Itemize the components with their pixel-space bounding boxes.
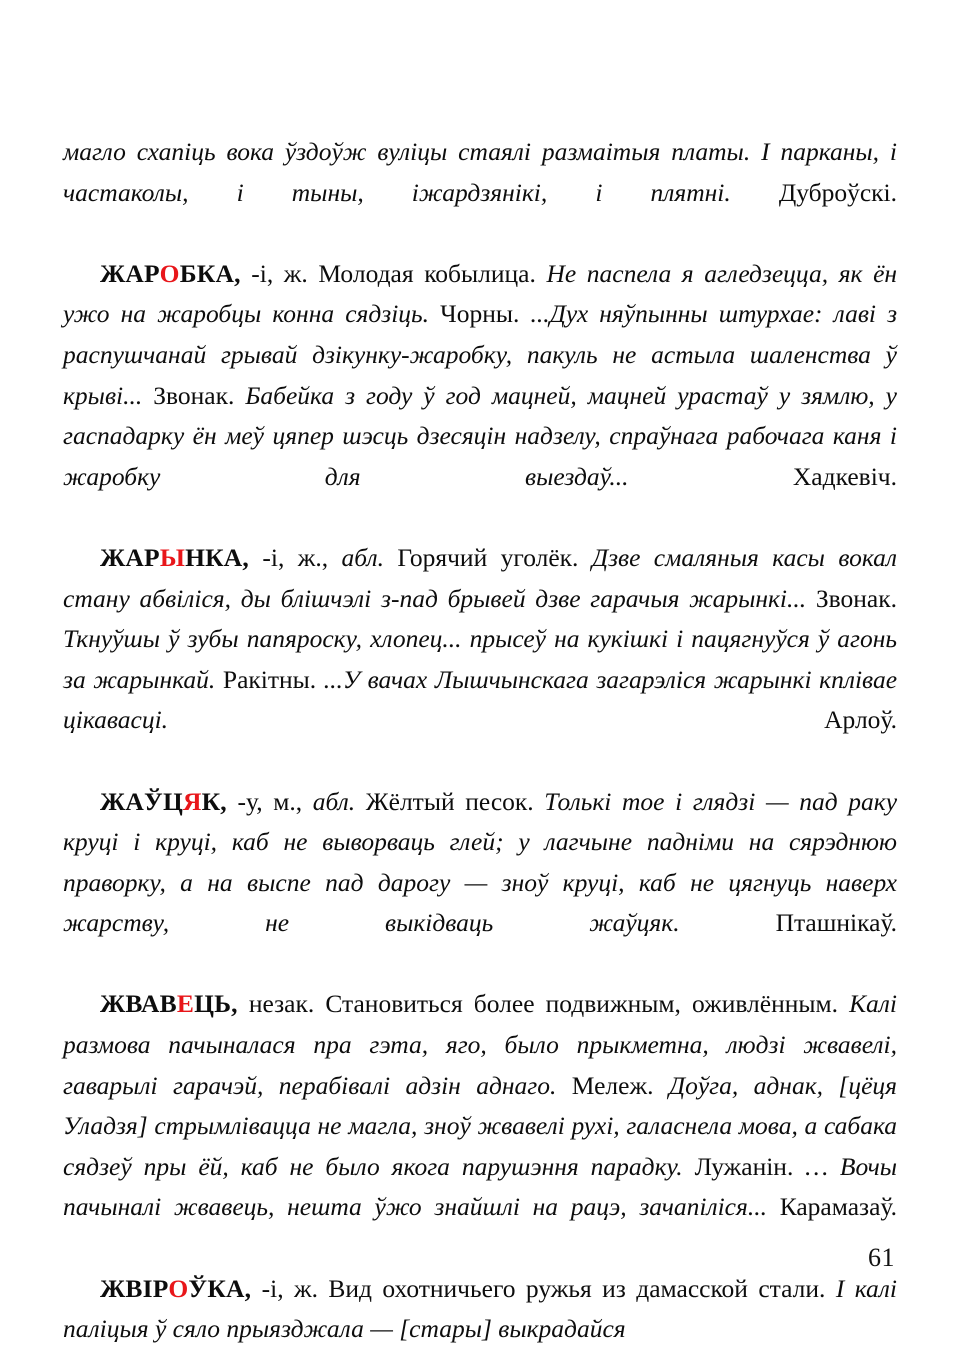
citation-text-line-2: парканы, і частаколы, і тыны, іжардзянікі, і плятні. <box>63 137 897 207</box>
citation-2-text: ...Дух няўпынны штурхае: лаві з распушчанай грывай дзікунку-жаробку, пакуль не астыла шаленства ў крыві... <box>63 299 898 410</box>
citation-1-source: Звонак. <box>815 583 897 613</box>
headword-part-post: ЦЬ, <box>194 989 238 1019</box>
citation-1-text: Калі размова пачыналася пра гэта, яго, было прыкметна, людзі жвавелі, гаварылі гарачэй, перабівалі адзін аднаго. <box>63 989 898 1100</box>
usage-label: абл. <box>341 542 384 572</box>
citation-3-text: Бабейка з году ў год мацней, мацней урастаў у зямлю, у гаспадарку ён меў цяпер шэсць дзесяцін надзелу, спраўнага рабочага каня і жаробку для выездаў... <box>63 380 897 491</box>
citation-1-text: Не паспела я агледзецца, як ён ужо на жаробцы конна сядзіць. <box>63 258 898 329</box>
gender-label: ж., <box>297 542 329 572</box>
usage-label: абл. <box>312 786 356 816</box>
citation-3-source: Хадкевіч. <box>792 461 897 491</box>
gender-label: ж. <box>293 1273 318 1303</box>
headword-stressed-vowel: О <box>159 258 180 288</box>
headword-part-pre: ЖАР <box>100 542 160 572</box>
citation-2-source: Лужанін. <box>694 1151 794 1181</box>
citation-1-text: Дзве смаляныя касы вокал стану абвіліся, ды блішчэлі з-пад брывей дзве гарачыя жарынкі... <box>63 542 897 613</box>
definition-text: Горячий уголёк. <box>397 542 579 572</box>
headword-part-post: НКА, <box>185 542 249 572</box>
headword-zhvavets <box>100 989 238 1018</box>
headword-stressed-vowel: О <box>168 1273 189 1303</box>
entry-zhautsyak <box>63 782 897 985</box>
headword-part-post: БКА, <box>179 258 241 288</box>
definition-text: Молодая кобылица. <box>318 258 536 288</box>
page-number: 61 <box>868 1243 895 1272</box>
headword-zhvirouka <box>100 1274 251 1303</box>
entry-zharobka <box>63 254 897 538</box>
citation-1-text: І калі паліцыя ў сяло прыязджала — [стары] выкрадайся <box>63 1273 897 1344</box>
headword-stressed-vowel: Е <box>176 989 195 1019</box>
headword-part-pre: ЖАЎЦ <box>100 786 183 816</box>
citation-1-text: Толькі тое і глядзі — пад раку круці і круці, каб не выворваць глей; у лагчыне падніми на сярэднюю праворку, а на выспе пад дарогу — зноў круці, каб не цягнуць наверх жарству, не выкідваць жаўцяк. <box>63 786 898 938</box>
citation-2-source: Ракітны. <box>222 664 317 694</box>
citation-text-line-1: магло схапіць вока ўздоўж вуліцы стаялі размаітыя платы. І <box>63 137 770 166</box>
entry-zhvirouka <box>63 1269 897 1350</box>
gender-label: м., <box>273 786 303 816</box>
inflection-ending: -і, <box>262 542 285 572</box>
gender-label: ж. <box>283 258 308 288</box>
headword-part-post: К, <box>201 786 227 816</box>
paragraph-continued-citation <box>63 132 897 254</box>
headword-zhautsyak <box>100 787 227 816</box>
citation-3-source: Карамазаў. <box>779 1192 897 1222</box>
citation-2-text: Ткнуўшы ў зубы папяроску, хлопец... прысеў на кукішкі і пацягнуўся ў агонь за жарынкай. <box>63 624 897 694</box>
headword-part-pre: ЖВАВ <box>100 989 177 1019</box>
headword-part-post: ЎКА, <box>188 1273 252 1303</box>
headword-zharobka <box>100 259 241 288</box>
headword-stressed-vowel: Ы <box>159 542 186 572</box>
citation-1-source: Мележ. <box>571 1070 654 1100</box>
citation-3-source: Арлоў. <box>824 705 897 735</box>
text-column <box>63 132 897 1350</box>
definition-text: Вид охотничьего ружья из дамасской стали. <box>328 1273 826 1303</box>
entry-zhvavets <box>63 984 897 1268</box>
definition-text: Жёлтый песок. <box>365 786 534 816</box>
headword-part-pre: ЖВІР <box>100 1273 169 1303</box>
citation-3-text: … Вочы пачыналі жвавець, нешта ўжо знайшлі на рацэ, зачапіліся... <box>63 1151 898 1222</box>
inflection-ending: -і, <box>261 1273 284 1303</box>
inflection-ending: -і, <box>251 258 274 288</box>
headword-zharynka <box>100 543 249 572</box>
definition-text: Становиться более подвижным, оживлённым. <box>325 989 839 1019</box>
headword-part-pre: ЖАР <box>100 258 160 288</box>
citation-2-source: Звонак. <box>153 380 235 410</box>
entry-zharynka <box>63 538 897 782</box>
inflection-ending: -у, <box>237 786 263 816</box>
gender-label: незак. <box>248 989 315 1019</box>
citation-1-source: Чорны. <box>440 299 520 329</box>
citation-2-text: Доўга, аднак, [цёця Уладзя] стрымлівацца не магла, зноў жвавелі рухі, галаснела мова, а сабака сядзеў пры ёй, каб не было якога парушэння парадку. <box>63 1070 897 1181</box>
headword-stressed-vowel: Я <box>182 786 202 816</box>
citation-source-dubrouski: Дуброўскі. <box>778 177 898 207</box>
citation-3-text: ...У вачах Лышчынскага загарэліся жарынкі кплівае цікавасці. <box>63 664 898 735</box>
citation-1-source: Пташнікаў. <box>775 908 898 938</box>
